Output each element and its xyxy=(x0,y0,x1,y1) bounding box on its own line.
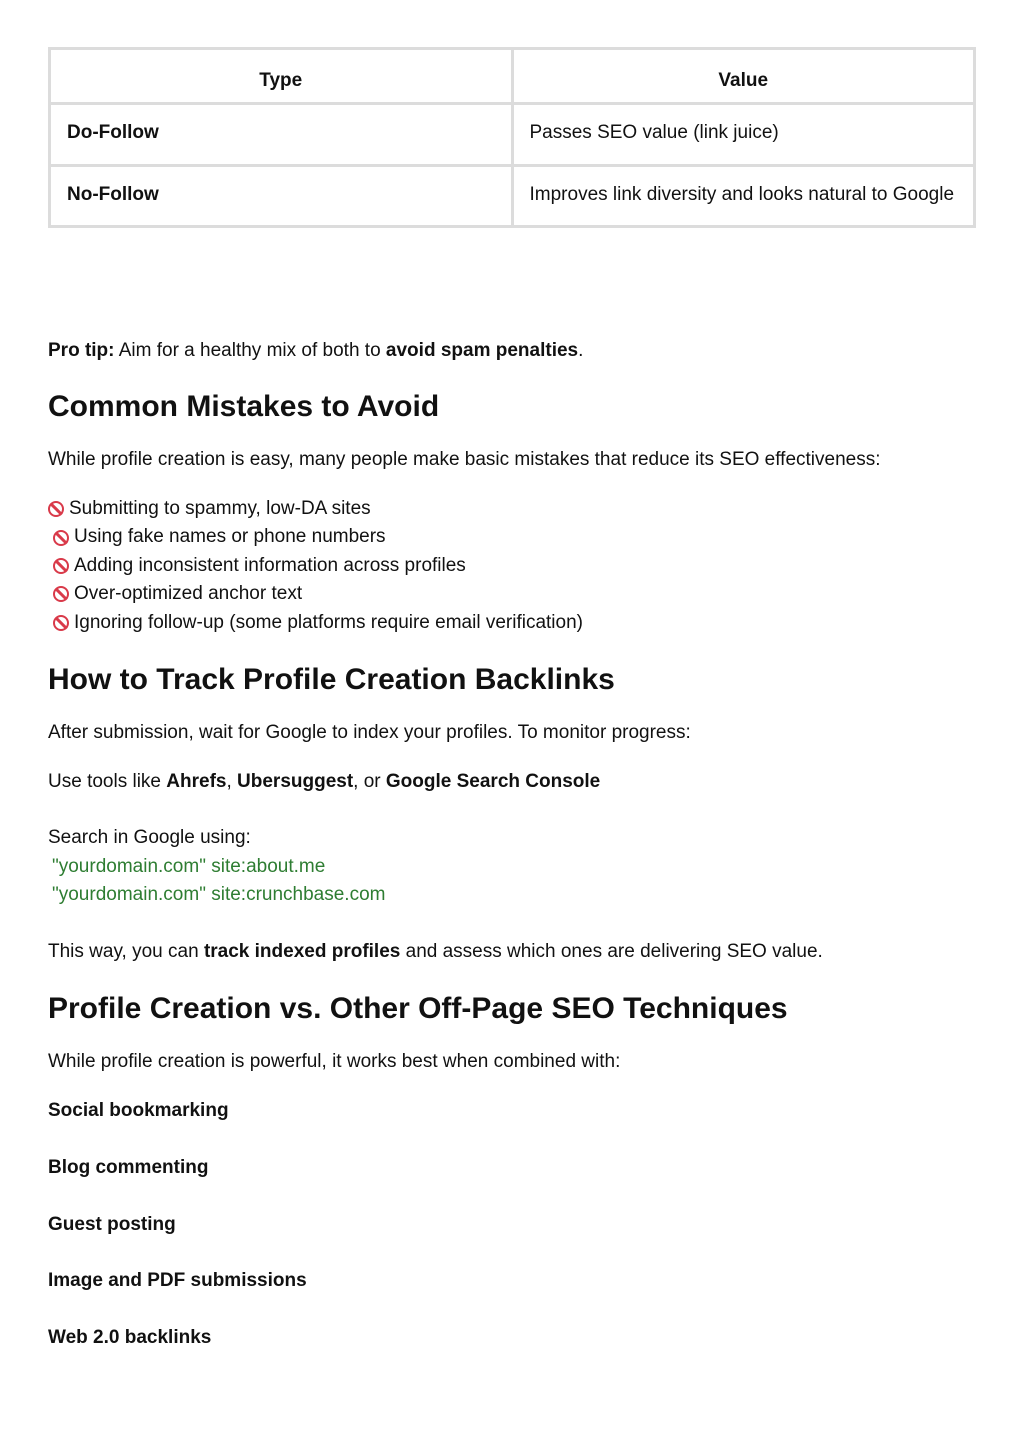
conclusion-end: and assess which ones are delivering SEO value. xyxy=(400,941,823,962)
list-item-text: Submitting to spammy, low-DA sites xyxy=(69,498,371,519)
prohibited-icon xyxy=(53,558,69,574)
document-page xyxy=(48,47,976,1348)
tracking-conclusion xyxy=(48,938,823,966)
list-item xyxy=(48,495,583,523)
pro-tip-end: . xyxy=(578,340,584,361)
technique-item: Web 2.0 backlinks xyxy=(48,1327,212,1348)
technique-item: Social bookmarking xyxy=(48,1100,229,1121)
search-query: "yourdomain.com" site:crunchbase.com xyxy=(52,884,386,905)
tool-ubersuggest: Ubersuggest xyxy=(237,771,354,792)
tool-ahrefs: Ahrefs xyxy=(166,771,227,792)
section-heading-comparison: Profile Creation vs. Other Off-Page SEO Techniques xyxy=(48,992,788,1025)
section-heading-tracking: How to Track Profile Creation Backlinks xyxy=(48,663,615,696)
table-cell-type: No-Follow xyxy=(50,166,513,227)
list-item xyxy=(48,552,583,580)
table-header-type: Type xyxy=(50,49,513,104)
conclusion-text: This way, you can xyxy=(48,941,204,962)
table-row xyxy=(50,166,975,227)
list-item-text: Over-optimized anchor text xyxy=(74,583,303,605)
list-item xyxy=(48,609,583,637)
mistakes-list xyxy=(48,495,583,637)
comparison-intro: While profile creation is powerful, it works best when combined with: xyxy=(48,1051,621,1072)
tools-separator: , xyxy=(226,771,238,792)
conclusion-emphasis: track indexed profiles xyxy=(203,941,401,962)
tool-search-console: Google Search Console xyxy=(385,771,601,792)
list-item-text: Adding inconsistent information across profiles xyxy=(74,554,466,576)
tools-separator: , or xyxy=(353,771,386,792)
table-cell-value: Passes SEO value (link juice) xyxy=(512,104,975,166)
search-label: Search in Google using: xyxy=(48,827,251,848)
tracking-intro: After submission, wait for Google to index your profiles. To monitor progress: xyxy=(48,722,691,743)
pro-tip-text: Aim for a healthy mix of both to xyxy=(114,340,386,361)
table-cell-type: Do-Follow xyxy=(50,104,513,166)
list-item-text: Ignoring follow-up (some platforms require email verification) xyxy=(74,611,583,633)
prohibited-icon xyxy=(53,530,69,546)
technique-item: Guest posting xyxy=(48,1214,176,1235)
tracking-tools xyxy=(48,768,600,796)
prohibited-icon xyxy=(48,501,64,517)
list-item xyxy=(48,580,583,608)
table-cell-value: Improves link diversity and looks natural to Google xyxy=(512,166,975,227)
search-query: "yourdomain.com" site:about.me xyxy=(52,856,326,877)
prohibited-icon xyxy=(53,615,69,631)
list-item-text: Using fake names or phone numbers xyxy=(74,526,386,548)
technique-item: Image and PDF submissions xyxy=(48,1270,307,1291)
table-row xyxy=(50,104,975,166)
technique-item: Blog commenting xyxy=(48,1157,209,1178)
pro-tip-paragraph xyxy=(48,337,583,365)
prohibited-icon xyxy=(53,586,69,602)
mistakes-intro: While profile creation is easy, many people make basic mistakes that reduce its SEO effectiveness: xyxy=(48,449,881,470)
list-item xyxy=(48,523,583,551)
section-heading-mistakes: Common Mistakes to Avoid xyxy=(48,390,440,423)
pro-tip-label: Pro tip: xyxy=(48,340,115,361)
follow-type-table xyxy=(48,47,976,228)
pro-tip-emphasis: avoid spam penalties xyxy=(385,340,579,361)
tools-prefix: Use tools like xyxy=(48,771,167,792)
table-header-value: Value xyxy=(512,49,975,104)
